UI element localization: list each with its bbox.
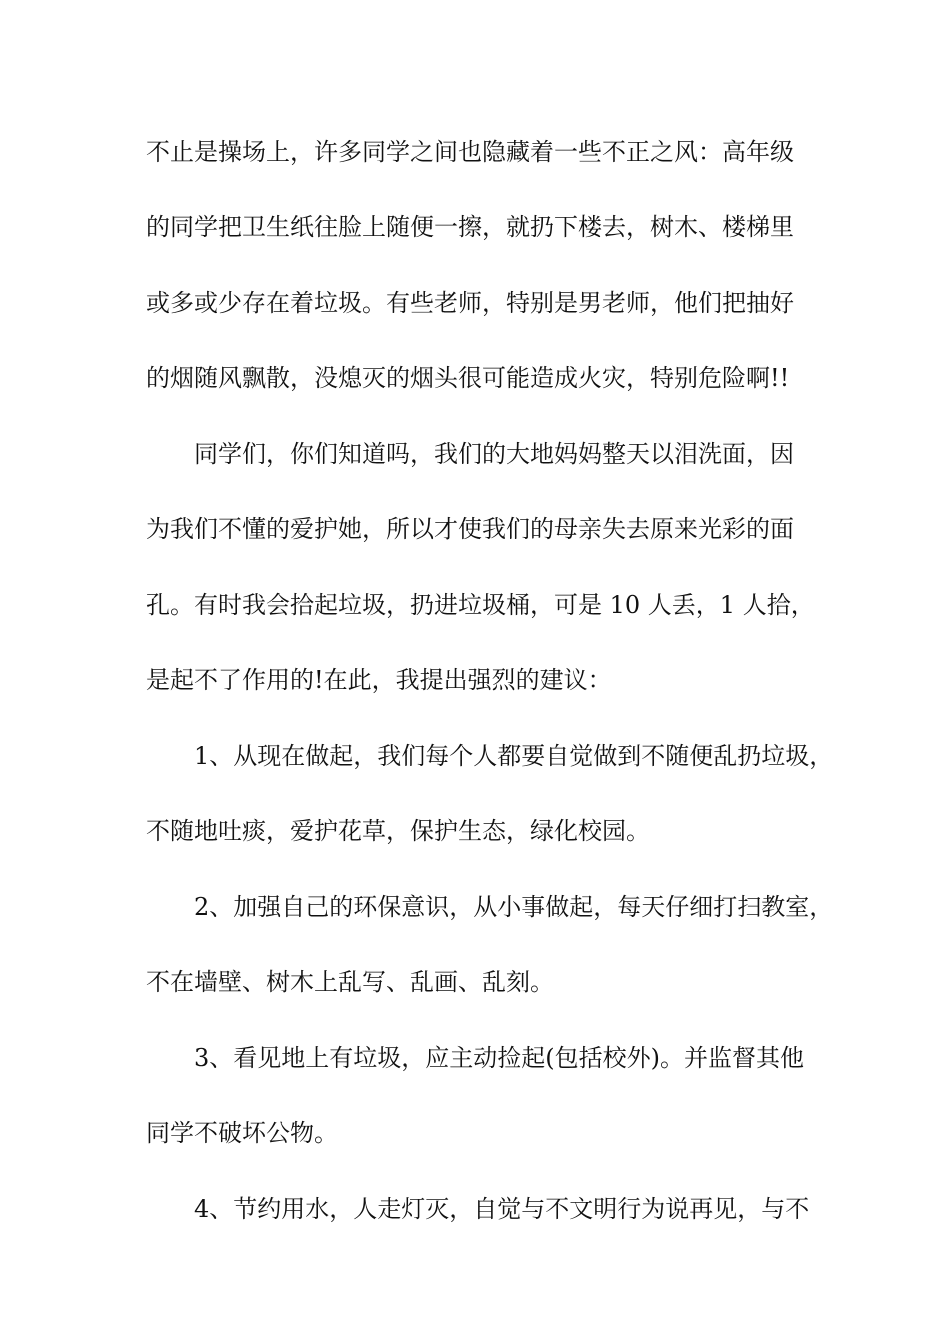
text-line-9: 1、从现在做起，我们每个人都要自觉做到不随便乱扔垃圾， xyxy=(194,742,834,770)
text-line-3: 或多或少存在着垃圾。有些老师，特别是男老师，他们把抽好 xyxy=(146,289,794,317)
text-line-15: 4、节约用水，人走灯灭，自觉与不文明行为说再见，与不 xyxy=(194,1195,810,1223)
text-line-6: 为我们不懂的爱护她，所以才使我们的母亲失去原来光彩的面 xyxy=(146,515,794,543)
text-line-12: 不在墙壁、树木上乱写、乱画、乱刻。 xyxy=(146,968,554,996)
text-line-11: 2、加强自己的环保意识，从小事做起，每天仔细打扫教室， xyxy=(194,893,834,921)
text-line-4: 的烟随风飘散，没熄灭的烟头很可能造成火灾，特别危险啊!! xyxy=(146,364,790,392)
text-line-10: 不随地吐痰，爱护花草，保护生态，绿化校园。 xyxy=(146,817,650,845)
text-line-13: 3、看见地上有垃圾，应主动捡起(包括校外)。并监督其他 xyxy=(194,1044,804,1072)
text-line-5: 同学们，你们知道吗，我们的大地妈妈整天以泪洗面，因 xyxy=(194,440,794,468)
text-line-8: 是起不了作用的!在此，我提出强烈的建议： xyxy=(146,666,612,694)
text-line-1: 不止是操场上，许多同学之间也隐藏着一些不正之风：高年级 xyxy=(146,138,794,166)
text-line-2: 的同学把卫生纸往脸上随便一擦，就扔下楼去，树木、楼梯里 xyxy=(146,213,794,241)
text-line-7: 孔。有时我会拾起垃圾，扔进垃圾桶，可是 10 人丢，1 人拾， xyxy=(146,591,815,619)
text-line-14: 同学不破坏公物。 xyxy=(146,1119,338,1147)
